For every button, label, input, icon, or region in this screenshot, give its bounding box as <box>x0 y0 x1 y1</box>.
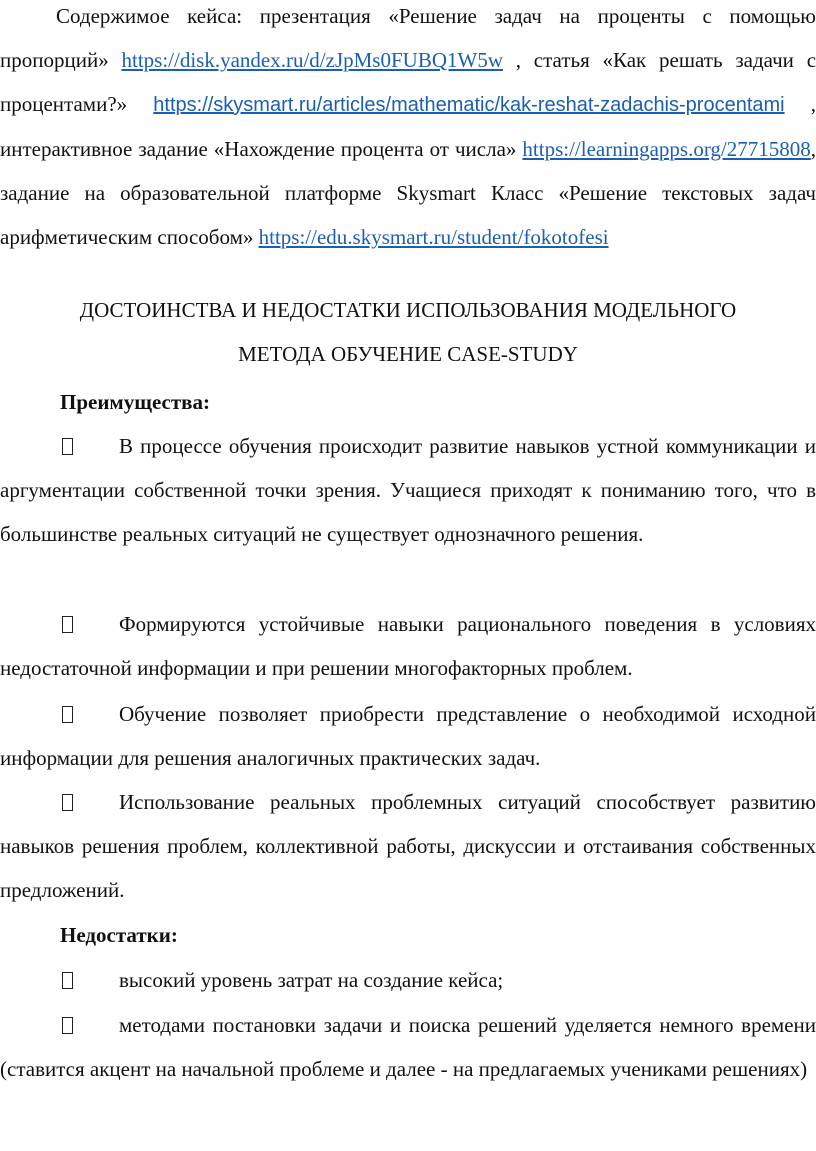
advantage-item-text: Использование реальных проблемных ситуаций способствует развитию навыков решения проблем, коллективной работы, дискуссии и отстаивания собственных предложений. <box>0 790 816 902</box>
disadvantage-item-text: методами постановки задачи и поиска решений уделяется немного времени (ставится акцент на начальной проблеме и далее - на предлагаемых учениками решениях) <box>0 1013 816 1081</box>
intro-text-3: , интерактивное задание «Нахождение процента от числа» <box>0 92 816 161</box>
intro-text-1: Содержимое кейса: презентация «Решение задач на проценты с помощью пропорций» <box>0 4 816 72</box>
advantage-item-text: Обучение позволяет приобрести представление о необходимой исходной информации для решения аналогичных практических задач. <box>0 702 816 770</box>
disadvantage-item-text: высокий уровень затрат на создание кейса; <box>119 968 504 992</box>
bullet-box-icon <box>62 438 73 455</box>
bullet-box-icon <box>62 706 73 723</box>
bullet-box-icon <box>62 794 73 811</box>
advantage-item <box>0 692 816 780</box>
link-skysmart-task[interactable]: https://edu.skysmart.ru/student/fokotofesi <box>258 225 609 249</box>
disadvantages-heading: Недостатки: <box>60 923 178 947</box>
bullet-box-icon <box>62 972 73 989</box>
advantage-item <box>0 780 816 912</box>
advantages-heading: Преимущества: <box>60 390 211 414</box>
advantage-item-text: В процессе обучения происходит развитие навыков устной коммуникации и аргументации собственной точки зрения. Учащиеся приходят к пониманию того, что в большинстве реальных ситуаций не существует однозначного решения. <box>0 434 816 546</box>
disadvantage-item <box>0 1003 816 1091</box>
case-content-paragraph <box>0 0 816 259</box>
link-presentation[interactable]: https://disk.yandex.ru/d/zJpMs0FUBQ1W5w <box>121 48 503 72</box>
disadvantage-item <box>0 958 816 1002</box>
bullet-box-icon <box>62 616 73 633</box>
bullet-box-icon <box>62 1017 73 1034</box>
advantage-item <box>0 424 816 556</box>
intro-text-4: , задание на образовательной платформе Skysmart Класс «Решение текстовых задач арифметическим способом» <box>0 137 816 249</box>
advantage-item <box>0 602 816 690</box>
intro-text-2: , статья «Как решать задачи с процентами?» <box>0 48 816 116</box>
section-title-line-2: МЕТОДА ОБУЧЕНИЕ CASE-STUDY <box>238 342 578 366</box>
section-title <box>0 288 816 376</box>
link-article[interactable]: https://skysmart.ru/articles/mathematic/kak-reshat-zadachis-procentami <box>153 94 785 116</box>
section-title-line-1: ДОСТОИНСТВА И НЕДОСТАТКИ ИСПОЛЬЗОВАНИЯ МОДЕЛЬНОГО <box>79 298 737 322</box>
link-learningapps[interactable]: https://learningapps.org/27715808 <box>522 137 811 161</box>
advantage-item-text: Формируются устойчивые навыки рационального поведения в условиях недостаточной информации и при решении многофакторных проблем. <box>0 612 816 680</box>
